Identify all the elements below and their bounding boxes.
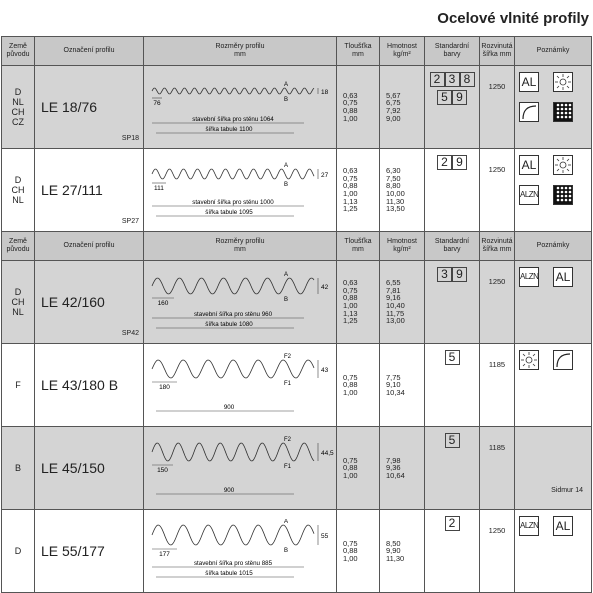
sheet-width: šířka tabule 1080: [205, 321, 253, 328]
country-cell: D: [2, 510, 35, 593]
wall-width: stavební šířka pro stěnu 1000: [192, 199, 274, 206]
notes-cell: [515, 149, 592, 232]
profile-label-a: A: [284, 163, 289, 169]
profile-wave: [152, 443, 314, 461]
sheet-width: šířka tabule 1095: [205, 209, 253, 216]
color-code-box: 2: [437, 155, 452, 170]
table-row: [2, 261, 592, 344]
table-header: [2, 37, 592, 66]
footer-code: Sidmur 14: [551, 487, 583, 494]
profile-label-a: A: [284, 82, 289, 88]
profile-name-cell: [35, 344, 144, 427]
profile-name: LE 27/111: [41, 182, 103, 198]
header-dims-repeat: Rozměry profilu mm: [144, 232, 337, 261]
profile-wave: [152, 278, 314, 294]
color-code-box: 3: [437, 267, 452, 282]
profile-name: LE 45/150: [41, 460, 105, 476]
sun-icon: [519, 350, 539, 370]
header-thickness: Tloušťka mm: [337, 37, 380, 66]
colors-cell: [425, 149, 480, 232]
profile-drawing-cell: [144, 66, 337, 149]
thickness-cell: 0,75 0,88 1,00: [337, 344, 380, 427]
dots-icon: [553, 185, 573, 205]
colors-cell: [425, 427, 480, 510]
header-country-repeat: Země původu: [2, 232, 35, 261]
profile-drawing: [144, 436, 335, 500]
profile-name: LE 18/76: [41, 99, 98, 115]
developed-width-cell: 1185: [480, 344, 515, 427]
profile-pitch: 111: [154, 185, 164, 192]
header-weight: Hmotnost kg/m²: [380, 37, 425, 66]
table-row: [2, 344, 592, 427]
header-country: Země původu: [2, 37, 35, 66]
weight-cell: 7,98 9,36 10,64: [380, 427, 425, 510]
profile-name-cell: [35, 149, 144, 232]
thickness-cell: 0,75 0,88 1,00: [337, 427, 380, 510]
color-code-box: 9: [452, 267, 467, 282]
wall-width: stavební šířka pro stěnu 885: [193, 560, 273, 567]
header-width-repeat: Rozvinutá šířka mm: [480, 232, 515, 261]
profile-label-b: B: [284, 297, 289, 303]
profile-label-b: F1: [284, 464, 292, 470]
sheet-width: 900: [223, 404, 235, 411]
profile-label-b: B: [284, 182, 289, 188]
header-designation-repeat: Označení profilu: [35, 232, 144, 261]
profile-drawing: [144, 270, 335, 334]
profile-drawing-cell: [144, 344, 337, 427]
header-width: Rozvinutá šířka mm: [480, 37, 515, 66]
profile-label-a: A: [284, 519, 289, 525]
table-row: [2, 66, 592, 149]
profile-wave: [152, 525, 314, 545]
developed-width-cell: 1250: [480, 149, 515, 232]
profile-label-a: A: [284, 272, 289, 278]
profile-drawing-cell: [144, 261, 337, 344]
notes-cell: [515, 510, 592, 593]
profile-name-cell: [35, 510, 144, 593]
country-cell: F: [2, 344, 35, 427]
color-code-box: 5: [445, 433, 460, 448]
curve-icon: [519, 102, 539, 122]
profile-drawing: [144, 519, 335, 583]
table-row: [2, 510, 592, 593]
profile-height: 18: [321, 89, 329, 96]
profile-label-b: F1: [284, 381, 292, 387]
colors-cell: [425, 261, 480, 344]
weight-cell: 8,50 9,90 11,30: [380, 510, 425, 593]
colors-cell: [425, 66, 480, 149]
profile-name-cell: [35, 261, 144, 344]
profile-label-a: F2: [284, 354, 292, 360]
weight-cell: 6,55 7,81 9,16 10,40 11,75 13,00: [380, 261, 425, 344]
table-row: [2, 149, 592, 232]
sheet-width: šířka tabule 1100: [205, 126, 253, 133]
table-row: [2, 427, 592, 510]
header-colors-repeat: Standardní barvy: [425, 232, 480, 261]
notes-cell: [515, 261, 592, 344]
profile-pitch: 160: [157, 300, 169, 307]
color-code-box: 8: [460, 72, 475, 87]
profile-height: 27: [321, 172, 329, 179]
profile-height: 43: [321, 367, 329, 374]
aluminium-icon: AL: [553, 516, 573, 536]
curve-icon: [553, 350, 573, 370]
color-code-box: 5: [437, 90, 452, 105]
weight-cell: 7,75 9,10 10,34: [380, 344, 425, 427]
aluzinc-icon: ALZN: [519, 185, 539, 205]
profile-drawing-cell: [144, 149, 337, 232]
notes-cell: [515, 344, 592, 427]
wall-width: stavební šířka pro stěnu 960: [193, 311, 273, 318]
profiles-table: [1, 36, 592, 593]
profile-wave: [152, 360, 314, 378]
profile-name-cell: [35, 66, 144, 149]
profile-height: 42: [321, 284, 329, 291]
colors-cell: [425, 510, 480, 593]
developed-width-cell: 1250: [480, 510, 515, 593]
thickness-cell: 0,63 0,75 0,88 1,00: [337, 66, 380, 149]
profile-label-a: F2: [284, 437, 292, 443]
color-code-box: 9: [452, 155, 467, 170]
thickness-cell: 0,63 0,75 0,88 1,00 1,13 1,25: [337, 149, 380, 232]
profile-height: 44,5: [321, 450, 334, 457]
color-code-box: 3: [445, 72, 460, 87]
header-dims: Rozměry profilu mm: [144, 37, 337, 66]
profile-wave: [152, 169, 314, 179]
aluzinc-icon: ALZN: [519, 267, 539, 287]
profile-wave: [152, 88, 314, 94]
header-notes: Poznámky: [515, 37, 592, 66]
profile-drawing: [144, 158, 335, 222]
aluminium-icon: AL: [519, 72, 539, 92]
sheet-width: 900: [223, 487, 235, 494]
dots-icon: [553, 102, 573, 122]
header-designation: Označení profilu: [35, 37, 144, 66]
thickness-cell: 0,75 0,88 1,00: [337, 510, 380, 593]
profile-pitch: 150: [157, 467, 168, 474]
profile-name-cell: [35, 427, 144, 510]
developed-width-cell: 1250: [480, 66, 515, 149]
header-weight-repeat: Hmotnost kg/m²: [380, 232, 425, 261]
wall-width: stavební šířka pro stěnu 1064: [192, 116, 274, 123]
notes-cell: [515, 427, 592, 510]
weight-cell: 6,30 7,50 8,80 10,00 11,30 13,50: [380, 149, 425, 232]
profile-name: LE 55/177: [41, 543, 105, 559]
country-cell: D NL CH CZ: [2, 66, 35, 149]
country-cell: D CH NL: [2, 261, 35, 344]
profile-pitch: 76: [153, 100, 161, 107]
profile-code: SP27: [121, 218, 139, 225]
header-notes-repeat: Poznámky: [515, 232, 592, 261]
profile-drawing-cell: [144, 427, 337, 510]
profile-pitch: 177: [159, 551, 170, 558]
profile-drawing-cell: [144, 510, 337, 593]
notes-cell: [515, 66, 592, 149]
sheet-width: šířka tabule 1015: [205, 570, 253, 577]
profile-drawing: [144, 75, 335, 139]
colors-cell: [425, 344, 480, 427]
profile-code: SP42: [121, 330, 139, 337]
color-code-box: 5: [445, 350, 460, 365]
sun-icon: [553, 72, 573, 92]
country-cell: B: [2, 427, 35, 510]
color-code-box: 2: [445, 516, 460, 531]
profile-code: SP18: [121, 135, 139, 142]
profile-height: 55: [321, 533, 329, 540]
aluzinc-icon: ALZN: [519, 516, 539, 536]
aluminium-icon: AL: [519, 155, 539, 175]
profile-name: LE 42/160: [41, 294, 105, 310]
profile-name: LE 43/180 B: [41, 377, 119, 393]
page-title: Ocelové vlnité profily: [437, 10, 589, 27]
table-header-repeat: [2, 232, 592, 261]
profile-pitch: 180: [159, 384, 170, 391]
profile-drawing: [144, 353, 335, 417]
weight-cell: 5,67 6,75 7,92 9,00: [380, 66, 425, 149]
profile-label-b: B: [284, 548, 289, 554]
developed-width-cell: 1185: [480, 427, 515, 510]
header-colors: Standardní barvy: [425, 37, 480, 66]
color-code-box: 2: [430, 72, 445, 87]
header-thickness-repeat: Tloušťka mm: [337, 232, 380, 261]
thickness-cell: 0,63 0,75 0,88 1,00 1,13 1,25: [337, 261, 380, 344]
color-code-box: 9: [452, 90, 467, 105]
aluminium-icon: AL: [553, 267, 573, 287]
developed-width-cell: 1250: [480, 261, 515, 344]
profile-label-b: B: [284, 97, 289, 103]
sun-icon: [553, 155, 573, 175]
country-cell: D CH NL: [2, 149, 35, 232]
